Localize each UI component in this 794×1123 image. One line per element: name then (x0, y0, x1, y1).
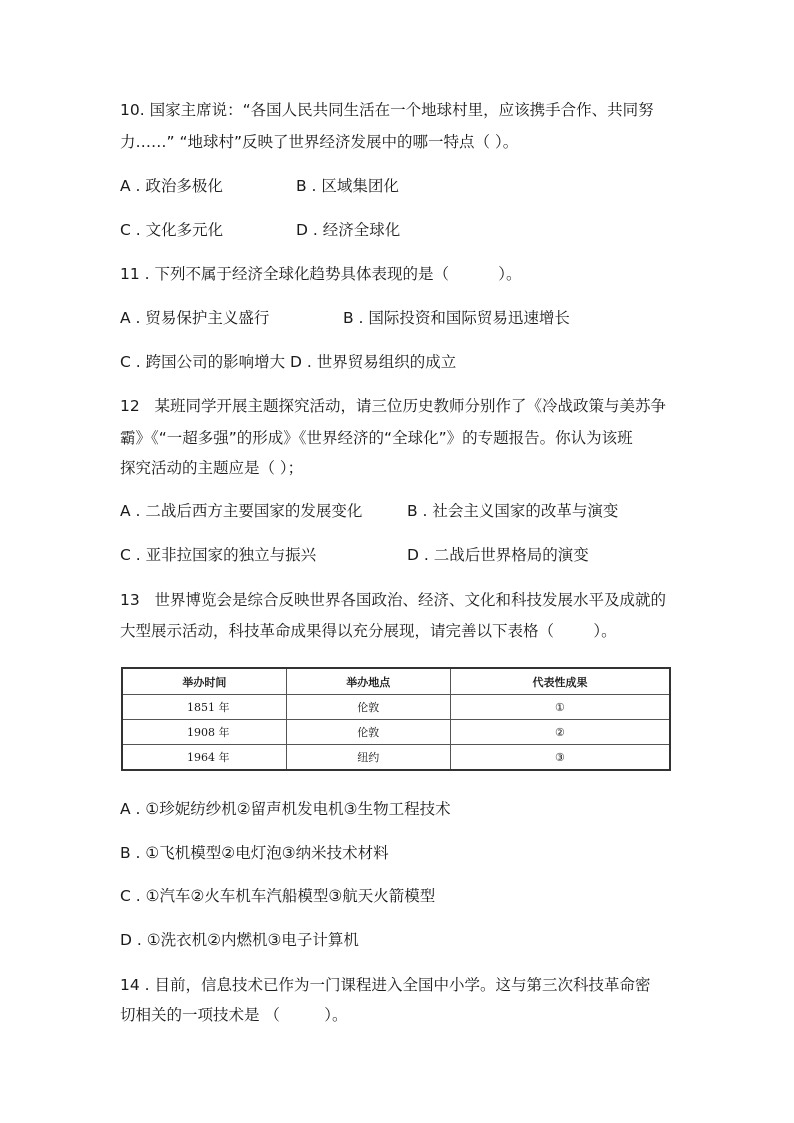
q10-option-a: A . 政治多极化 (120, 177, 223, 195)
q10-stem-line1: 10. 国家主席说：“各国人民共同生活在一个地球村里，应该携手合作、共同努 (120, 101, 654, 119)
table-cell-location: 伦敦 (286, 720, 450, 745)
q13-stem-line1: 13 世界博览会是综合反映世界各国政治、经济、文化和科技发展水平及成就的 (120, 591, 667, 609)
table-header-cell: 代表性成果 (450, 668, 670, 695)
q12-option-a: A . 二战后西方主要国家的发展变化 (120, 502, 363, 520)
table-cell-achievement: ③ (450, 745, 670, 771)
q11-option-b: B . 国际投资和国际贸易迅速增长 (343, 309, 570, 327)
q12-option-b: B . 社会主义国家的改革与演变 (407, 502, 619, 520)
q12-option-c: C . 亚非拉国家的独立与振兴 (120, 546, 317, 564)
table-row (122, 695, 670, 720)
q11-option-a: A . 贸易保护主义盛行 (120, 309, 270, 327)
q14-stem-line2: 切相关的一项技术是 （ ）。 (120, 1006, 348, 1024)
table-cell-achievement: ① (450, 695, 670, 720)
q14-stem-line1: 14 . 目前，信息技术已作为一门课程进入全国中小学。这与第三次科技革命密 (120, 976, 651, 994)
table-cell-location: 伦敦 (286, 695, 450, 720)
table-header-cell: 举办地点 (286, 668, 450, 695)
table-row (122, 745, 670, 771)
table-header-cell: 举办时间 (122, 668, 286, 695)
q12-option-d: D . 二战后世界格局的演变 (407, 546, 589, 564)
q13-option-a: A . ①珍妮纺纱机②留声机发电机③生物工程技术 (120, 800, 451, 818)
table-cell-location: 纽约 (286, 745, 450, 771)
table-cell-year: 1908 年 (122, 720, 286, 745)
table-cell-year: 1964 年 (122, 745, 286, 771)
q10-option-d: D . 经济全球化 (296, 221, 401, 239)
q13-option-d: D . ①洗衣机②内燃机③电子计算机 (120, 931, 359, 949)
q10-option-c: C . 文化多元化 (120, 221, 224, 239)
q13-option-b: B . ①飞机模型②电灯泡③纳米技术材料 (120, 844, 389, 862)
q12-stem-line2: 霸》《“一超多强”的形成》《世界经济的“全球化”》的专题报告。你认为该班 (120, 429, 633, 447)
q12-stem-line3: 探究活动的主题应是（ ）； (120, 459, 304, 477)
q10-option-b: B . 区域集团化 (296, 177, 399, 195)
q10-stem-line2: 力……” “地球村”反映了世界经济发展中的哪一特点（ ）。 (120, 133, 519, 151)
expo-table (121, 667, 671, 771)
q11-stem: 11 . 下列不属于经济全球化趋势具体表现的是（ ）。 (120, 265, 522, 283)
table-row (122, 720, 670, 745)
q11-options-cd: C . 跨国公司的影响增大 D . 世界贸易组织的成立 (120, 353, 457, 371)
table-header-row (122, 668, 670, 695)
q12-stem-line1: 12 某班同学开展主题探究活动，请三位历史教师分别作了《冷战政策与美苏争 (120, 397, 667, 415)
table-cell-achievement: ② (450, 720, 670, 745)
table-cell-year: 1851 年 (122, 695, 286, 720)
q13-stem-line2: 大型展示活动，科技革命成果得以充分展现，请完善以下表格（ ）。 (120, 622, 617, 640)
q13-option-c: C . ①汽车②火车机车汽船模型③航天火箭模型 (120, 887, 436, 905)
